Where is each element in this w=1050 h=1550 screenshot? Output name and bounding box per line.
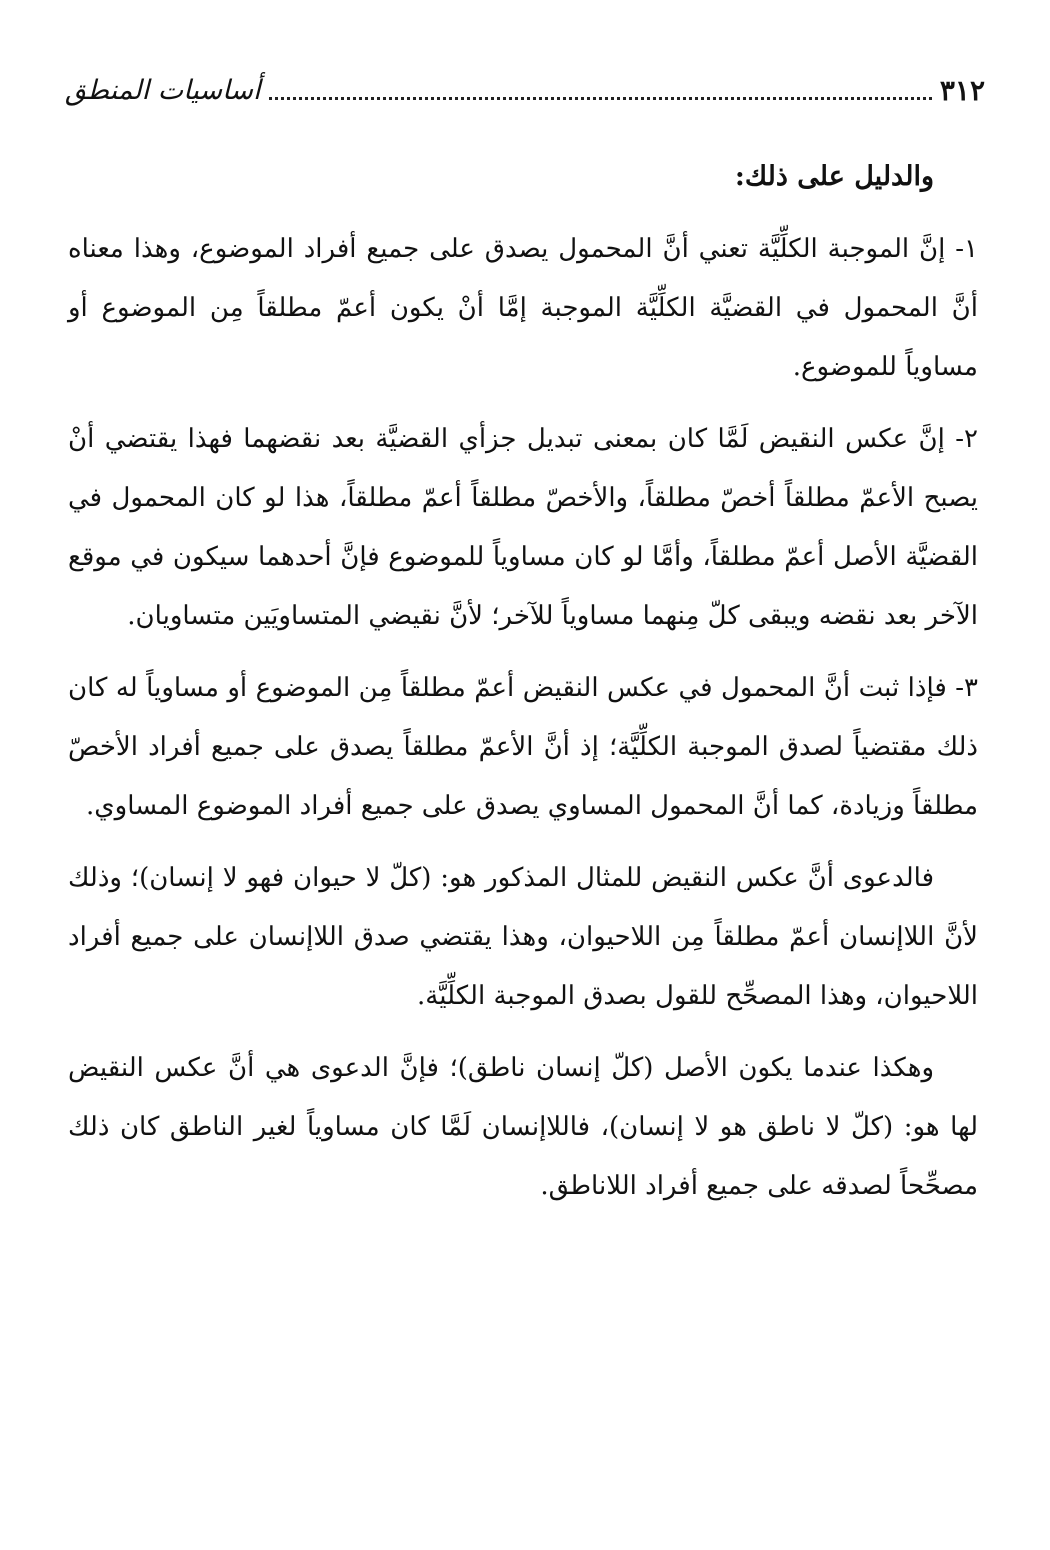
paragraph-point-3: ٣- فإذا ثبت أنَّ المحمول في عكس النقيض أعمّ مطلقاً مِن الموضوع أو مساوياً له كان ذلك مقتضياً لصدق الموجبة الكلِّيَّة؛ إذ أنَّ الأعمّ مطلقاً يصدق على جميع أفراد الأخصّ مطلقاً وزيادة، كما أنَّ المحمول المساوي يصدق على جميع أفراد الموضوع المساوي. [68,673,978,821]
paragraph-claim: فالدعوى أنَّ عكس النقيض للمثال المذكور هو: (كلّ لا حيوان فهو لا إنسان)؛ وذلك لأنَّ اللاإنسان أعمّ مطلقاً مِن اللاحيوان، وهذا يقتضي صدق اللاإنسان على جميع أفراد اللاحيوان، وهذا المصحِّح للقول بصدق الموجبة الكلِّيَّة. [68,863,978,1011]
page-number: ٣١٢ [939,73,985,107]
paragraph-example: وهكذا عندما يكون الأصل (كلّ إنسان ناطق)؛ فإنَّ الدعوى هي أنَّ عكس النقيض لها هو: (كلّ لا ناطق هو لا إنسان)، فاللاإنسان لَمَّا كان مساوياً لغير الناطق كان ذلك مصحِّحاً لصدقه على جميع أفراد اللاناطق. [68,1053,978,1201]
paragraph-point-1: ١- إنَّ الموجبة الكلِّيَّة تعني أنَّ المحمول يصدق على جميع أفراد الموضوع، وهذا معناه أنَّ المحمول في القضيَّة الكلِّيَّة الموجبة إمَّا أنْ يكون أعمّ مطلقاً مِن الموضوع أو مساوياً للموضوع. [68,234,978,382]
running-title: أساسيات المنطق [65,74,261,106]
header-dotted-leader [269,97,932,100]
page-body [68,148,978,1229]
paragraph-point-2: ٢- إنَّ عكس النقيض لَمَّا كان بمعنى تبديل جزأي القضيَّة بعد نقضهما فهذا يقتضي أنْ يصبح الأعمّ مطلقاً أخصّ مطلقاً، والأخصّ مطلقاً أعمّ مطلقاً، هذا لو كان المحمول في القضيَّة الأصل أعمّ مطلقاً، وأمَّا لو كان مساوياً للموضوع فإنَّ أحدهما سيكون في موقع الآخر بعد نقضه ويبقى كلّ مِنهما مساوياً للآخر؛ لأنَّ نقيضي المتساويَين متساويان. [68,424,978,631]
page-header [65,68,985,112]
section-heading: والدليل على ذلك: [734,161,934,192]
